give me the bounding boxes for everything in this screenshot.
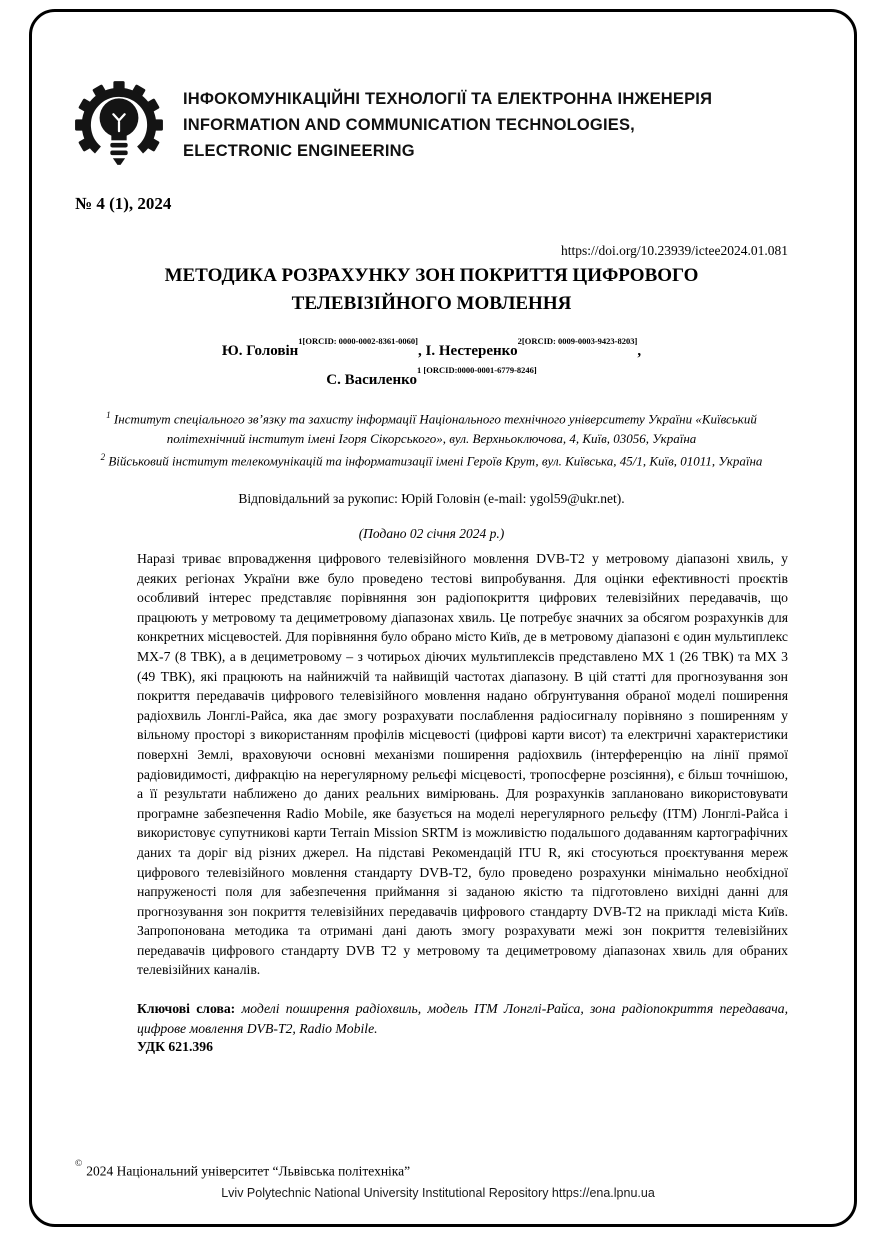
affiliation-2 [86, 448, 778, 471]
author-name: Ю. Головін [221, 343, 299, 359]
author-separator: , [418, 343, 426, 359]
author-name: І. Нестеренко [425, 343, 518, 359]
journal-title-en-line1: INFORMATION AND COMMUNICATION TECHNOLOGIES, [183, 116, 635, 134]
udc-code: УДК 621.396 [137, 1039, 213, 1055]
author-separator: , [637, 343, 642, 359]
keywords-text: моделі поширення радіохвиль, модель ITM Лонглі-Райса, зона радіопокриття передавача, цифрове мовлення DVB-T2, Radio Mobile. [137, 1001, 789, 1036]
copyright-text: 2024 Національний університет “Львівська політехніка” [86, 1163, 411, 1179]
affiliation-text: Військовий інститут телекомунікацій та інформатизації імені Героїв Крут, вул. Київська, 45/1, Київ, 01011, Україна [108, 453, 763, 469]
affiliation-marker: 1 [106, 410, 111, 420]
keywords-line [137, 999, 788, 1038]
authors-line-1 [75, 334, 788, 363]
article-front-matter [75, 262, 788, 542]
copyright-line [75, 1159, 411, 1180]
keywords-label: Ключові слова: [137, 1001, 236, 1017]
copyright-symbol: © [75, 1159, 83, 1170]
lightbulb-gear-logo-icon [72, 80, 166, 170]
author-orcid-sup: 1 [ORCID:0000-0001-6779-8246] [417, 365, 537, 376]
article-title: МЕТОДИКА РОЗРАХУНКУ ЗОН ПОКРИТТЯ ЦИФРОВОГО ТЕЛЕВІЗІЙНОГО МОВЛЕННЯ [164, 265, 699, 314]
journal-header [72, 80, 712, 170]
affiliations [86, 406, 778, 471]
issue-number: № 4 (1), 2024 [75, 194, 172, 213]
affiliation-text: Інститут спеціального зв’язку та захисту інформації Національного технічного університету України «Київський політехнічний інститут імені Ігоря Сікорського», вул. Верхньоключова, 4, Київ, 03056, Україна [113, 411, 757, 446]
repository-footer-link[interactable]: Lviv Polytechnic National University Institutional Repository https://ena.lpnu.ua [221, 1186, 655, 1200]
abstract-text: Наразі триває впровадження цифрового телевізійного мовлення DVB-T2 у метровому діапазоні хвиль, у деяких регіонах України вже було проведено тестові випробування. Для оцінки ефективності проєктів особливий інтерес представляє порівняння зон радіопокриття цифрових телевізійних передавачів, що працюють у метровому та дециметровому діапазонах хвиль. Це потребує значних за обсягом розрахунків для конкретних місцевостей. Для порівняння було обрано місто Київ, де в метровому діапазоні є один мультиплекс МХ-7 (8 ТВК), а в дециметровому – з чотирьох діючих мультиплексів представлено МХ 1 (26 ТВК) та МХ 3 (49 ТВК), які працюють на найнижчій та найвищій частотах діапазону. В цій статті для прогнозування зон покриття передавачів цифрового телевізійного мовлення надано обґрунтування обраної моделі поширення радіохвиль Лонглі-Райса, яка дає змогу розрахувати послаблення радіосигналу порівняно з поширенням у вільному просторі з використанням профілів місцевості (цифрові карти висот) та електричні характеристики поверхні Землі, враховуючи основні механізми поширення радіохвиль (інтерференцію на лінії прямої радіовидимості, дифракцію на нерегулярному рельєфі місцевості, тропосферне розсіяння), є більш точнішою, а її результати наближено до даних реальних вимірювань. Для розрахунків заплановано використовувати програмне забезпечення Radio Mobile, яке базується на моделі нерегулярного рельєфу (ITM) Лонглі-Райса і використовує супутникові карти Terrain Mission SRTM із можливістю подальшого додаванням картографічних даних та доріг від різних джерел. На підставі Рекомендацій ITU R, які стосуються проєктування мереж цифрового телевізійного мовлення стандарту DVB-T2, було проведено розрахунки мінімально необхідної напруженості поля для забезпечення приймання зі заданою якістю та підготовлено вихідні данні для прогнозування зон покриття телевізійних передавачів цифрового стандарту DVB-T2 на прикладі міста Київ. Запропонована методика та отримані дані дають змогу розрахувати межі зон покриття телевізійних передавачів цифрового стандарту DVB T2 у метровому та дециметровому діапазонах хвиль для обраних телевізійних каналів. [137, 551, 788, 978]
affiliation-marker: 2 [100, 452, 106, 463]
corresponding-author-line: Відповідальний за рукопис: Юрій Головін (e-mail: ygol59@ukr.net). [238, 491, 625, 507]
author-orcid-sup: 2[ORCID: 0009-0003-9423-8203] [517, 336, 638, 347]
abstract-block [137, 549, 788, 1055]
affiliation-1 [86, 406, 778, 448]
journal-title-uk: ІНФОКОМУНІКАЦІЙНІ ТЕХНОЛОГІЇ ТА ЕЛЕКТРОННА ІНЖЕНЕРІЯ [183, 90, 713, 108]
authors-line-2 [75, 363, 788, 392]
author-orcid-sup: 1[ORCID: 0000-0002-8361-0060] [298, 336, 418, 347]
submitted-date: (Подано 02 січня 2024 р.) [358, 526, 505, 542]
doi-link[interactable]: https://doi.org/10.23939/ictee2024.01.081 [561, 243, 788, 258]
author-name: С. Василенко [326, 372, 418, 388]
journal-title-en-line2: ELECTRONIC ENGINEERING [183, 142, 415, 160]
journal-title-block [183, 86, 712, 164]
